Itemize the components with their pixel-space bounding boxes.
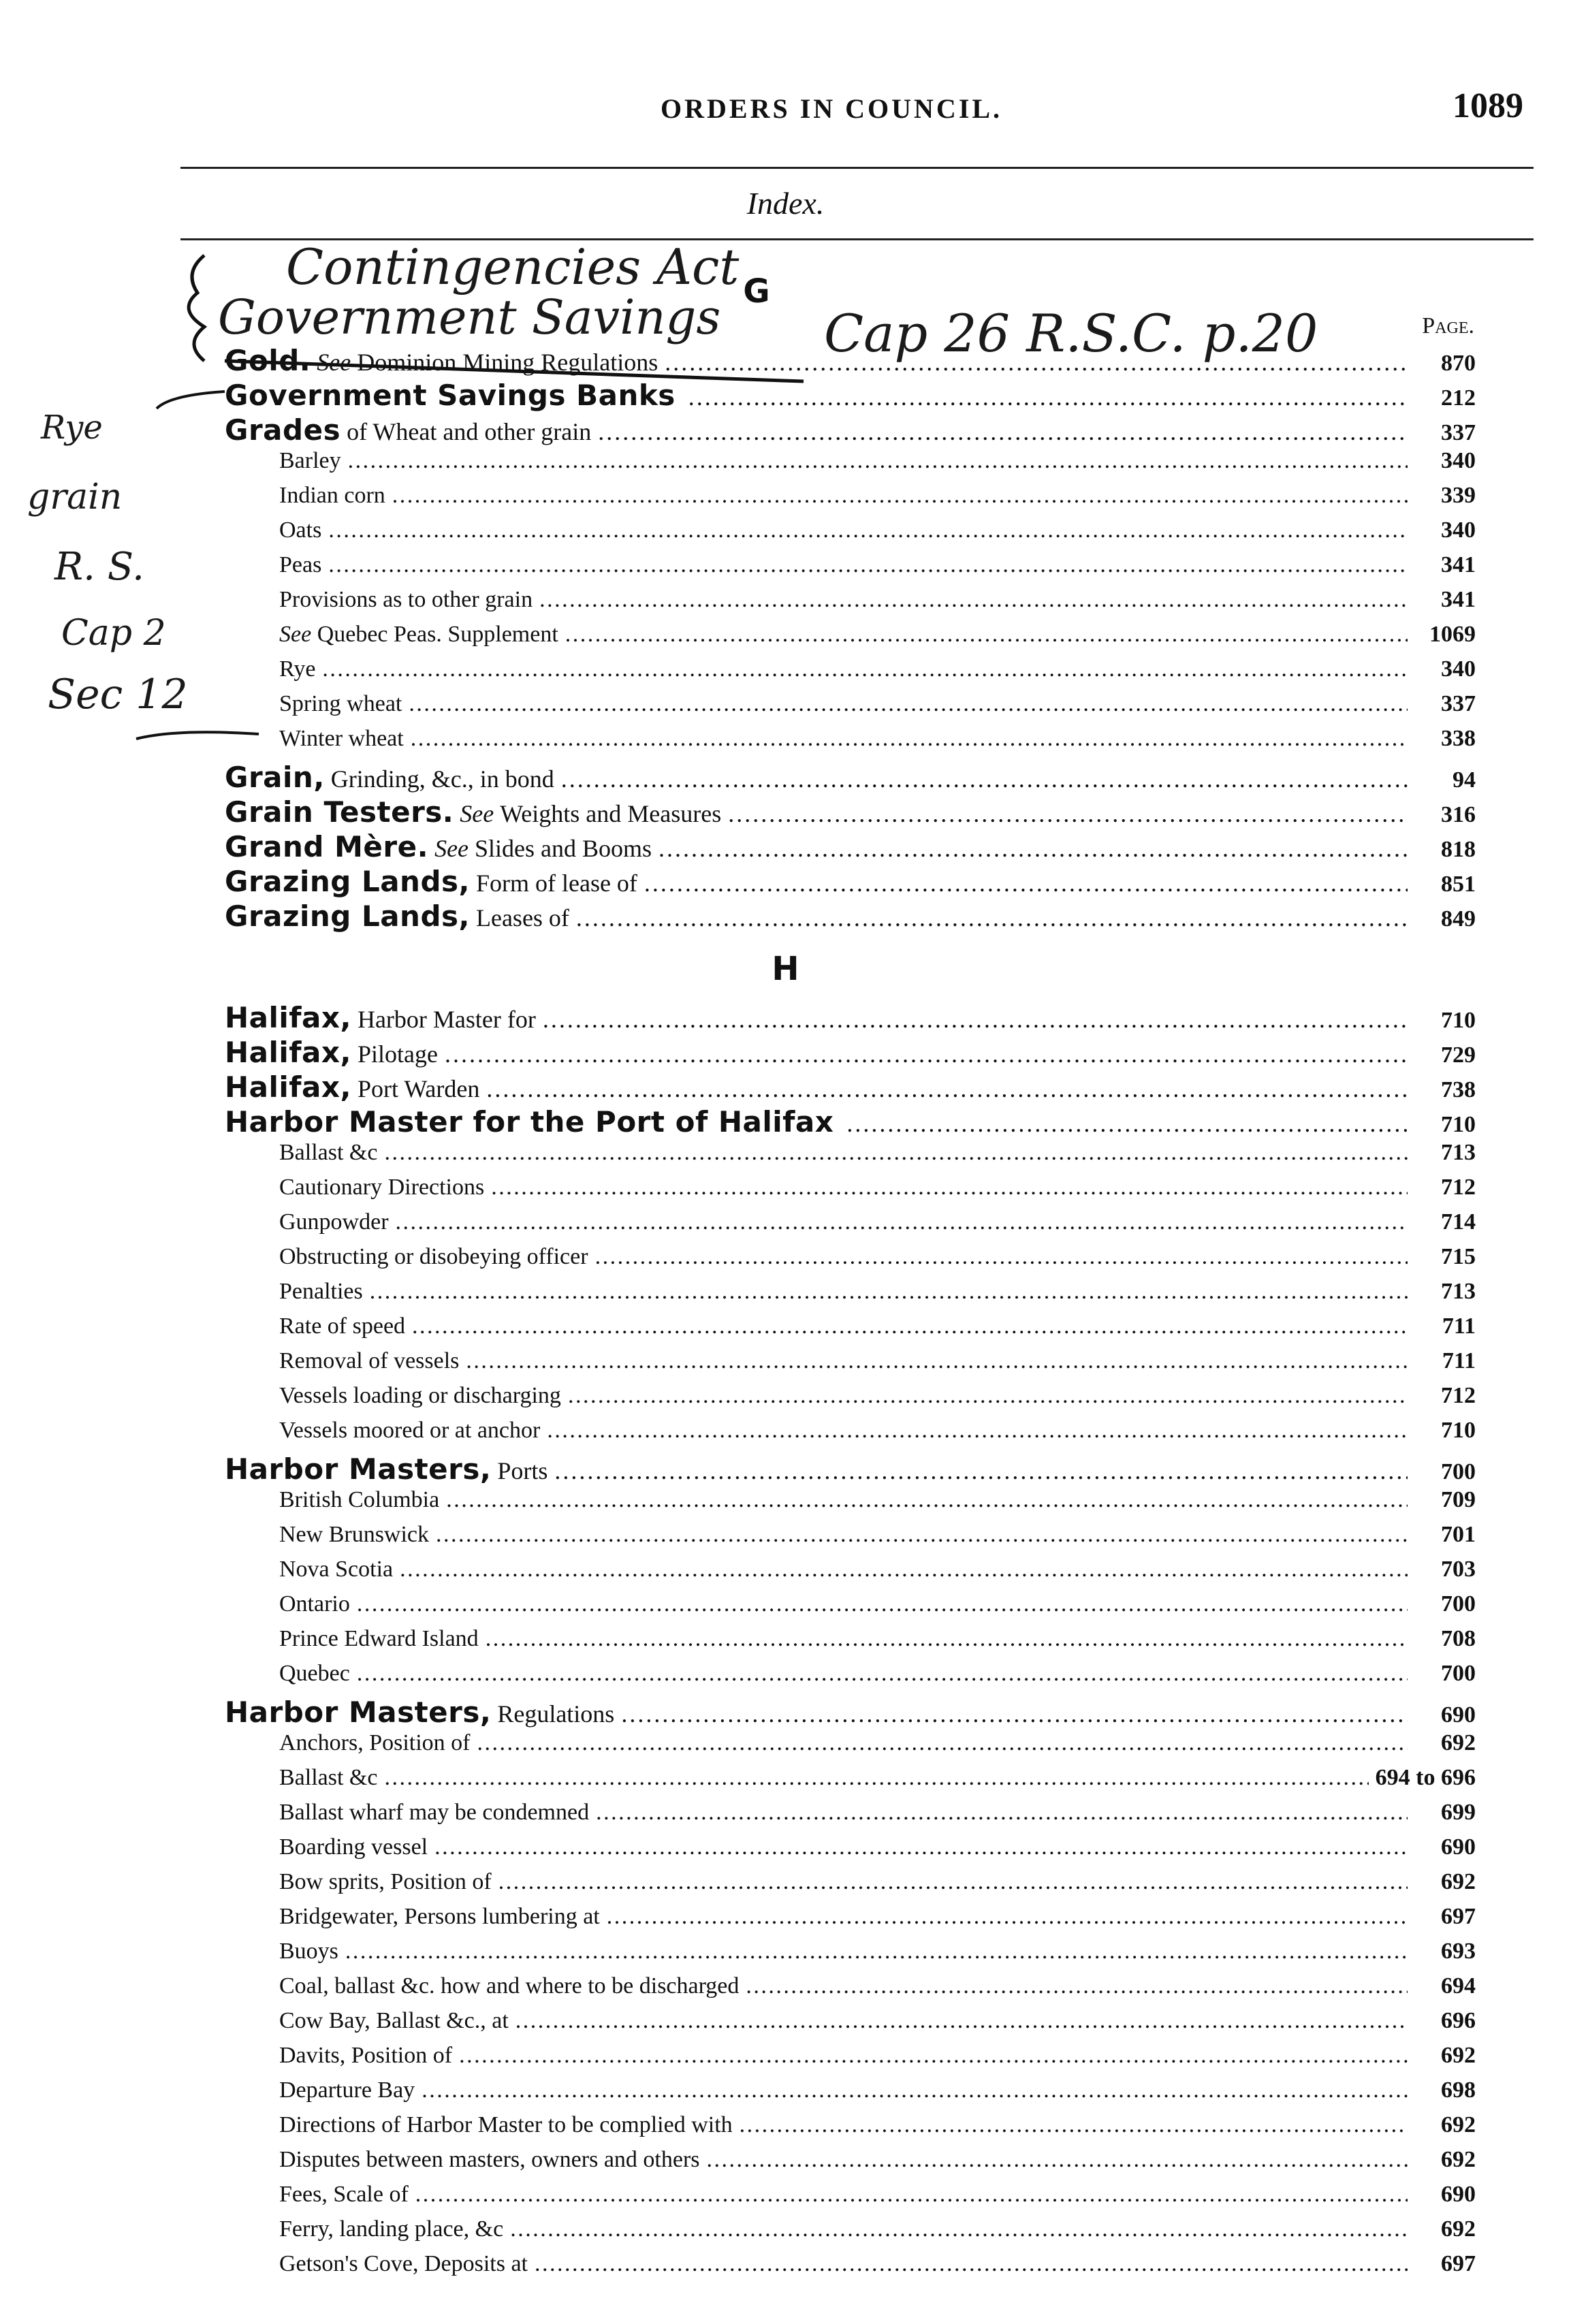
entry-text: Ontario <box>279 1591 350 1617</box>
section-letter-g: G <box>743 272 770 311</box>
entry-heading: Halifax, <box>225 1036 351 1069</box>
index-entry <box>225 2182 1476 2216</box>
index-entry <box>225 1765 1476 1800</box>
leader-dots <box>411 726 1408 752</box>
page-ref: 337 <box>1441 691 1476 716</box>
page-ref: 700 <box>1441 1661 1476 1686</box>
index-entry <box>225 1591 1476 1626</box>
entry-heading: Grades <box>225 413 341 447</box>
page-ref: 316 <box>1441 802 1476 827</box>
entry-text: Rate of speed <box>279 1314 406 1339</box>
page-ref: 696 <box>1441 2008 1476 2033</box>
see-reference: See <box>317 349 351 376</box>
page-ref: 340 <box>1441 518 1476 543</box>
entry-text: of Wheat and other grain <box>347 418 592 445</box>
index-entry <box>225 1626 1476 1661</box>
leader-dots <box>598 417 1408 446</box>
entry-text: Leases of <box>475 904 569 932</box>
entry-text: Coal, ballast &c. how and where to be discharged <box>279 1973 740 1999</box>
page-ref: 711 <box>1442 1314 1476 1339</box>
index-entry <box>225 726 1476 761</box>
leader-dots <box>392 483 1408 509</box>
index-entry <box>225 1730 1476 1765</box>
leader-dots <box>357 1591 1408 1617</box>
leader-dots <box>539 587 1408 613</box>
leader-dots <box>486 1075 1408 1103</box>
index-entry <box>225 1452 1476 1487</box>
entry-text: Ballast &c <box>279 1765 378 1790</box>
leader-dots <box>554 1457 1408 1485</box>
leader-dots <box>658 834 1408 863</box>
entry-text: Directions of Harbor Master to be complied with <box>279 2112 733 2137</box>
page-ref: 851 <box>1441 872 1476 897</box>
margin-note-5: Sec 12 <box>48 671 188 718</box>
see-reference: See <box>434 835 469 862</box>
entry-text: Boarding vessel <box>279 1834 428 1860</box>
entry-text: Form of lease of <box>475 870 637 897</box>
leader-dots <box>510 2216 1408 2242</box>
index-entry <box>225 1140 1476 1175</box>
entry-text: Barley <box>279 448 341 473</box>
page-ref: 212 <box>1441 385 1476 411</box>
entry-text: Weights and Measures <box>500 800 722 827</box>
page-ref: 339 <box>1441 483 1476 508</box>
page-column-label: Page. <box>1422 313 1474 338</box>
leader-dots <box>561 765 1408 793</box>
index-entry <box>225 1348 1476 1383</box>
page-ref: 692 <box>1441 2043 1476 2068</box>
running-title: ORDERS IN COUNCIL. <box>661 93 1003 124</box>
entry-heading: Halifax, <box>225 1070 351 1104</box>
entry-text: Getson's Cove, Deposits at <box>279 2251 528 2276</box>
page-ref: 711 <box>1442 1348 1476 1373</box>
page-ref: 714 <box>1441 1209 1476 1235</box>
index-entry <box>225 1418 1476 1452</box>
leader-dots <box>547 1418 1408 1444</box>
entry-text: Departure Bay <box>279 2078 415 2103</box>
index-entry <box>225 656 1476 691</box>
index-entry <box>225 483 1476 518</box>
index-entry <box>225 1383 1476 1418</box>
leader-dots <box>459 2043 1408 2069</box>
page-ref: 715 <box>1441 1244 1476 1269</box>
section-letter-h: H <box>772 950 799 988</box>
entry-heading: Government Savings Banks <box>225 379 676 412</box>
page-ref: 698 <box>1441 2078 1476 2103</box>
entry-heading: Grand Mère. <box>225 830 429 863</box>
leader-dots <box>595 1244 1408 1270</box>
entry-heading: Grazing Lands, <box>225 865 470 898</box>
page-ref: 710 <box>1441 1418 1476 1443</box>
entry-text: Pilotage <box>357 1040 438 1068</box>
index-entry <box>225 2251 1476 2286</box>
page-ref: 341 <box>1441 552 1476 577</box>
page-ref: 697 <box>1441 2251 1476 2276</box>
leader-dots <box>400 1557 1408 1582</box>
leader-dots <box>345 1939 1408 1964</box>
index-entry <box>225 1175 1476 1209</box>
handwritten-line-2: Government Savings <box>218 289 721 345</box>
leader-dots <box>409 691 1408 717</box>
entry-text: Bridgewater, Persons lumbering at <box>279 1904 600 1929</box>
page-ref: 701 <box>1441 1522 1476 1547</box>
page-ref: 340 <box>1441 656 1476 682</box>
entry-text: Vessels moored or at anchor <box>279 1418 541 1443</box>
entry-text: Ballast wharf may be condemned <box>279 1800 590 1825</box>
leader-dots <box>728 799 1408 828</box>
page-ref: 692 <box>1441 2147 1476 2172</box>
page-ref: 694 <box>1441 1973 1476 1999</box>
index-entry <box>225 622 1476 656</box>
page-ref: 699 <box>1441 1800 1476 1825</box>
index-entry <box>225 761 1476 795</box>
page-ref: 697 <box>1441 1904 1476 1929</box>
leader-dots <box>370 1279 1408 1305</box>
leader-dots <box>412 1314 1408 1339</box>
leader-dots <box>596 1800 1408 1826</box>
leader-dots <box>436 1522 1408 1548</box>
leader-dots <box>486 1626 1408 1652</box>
leader-dots <box>384 1140 1408 1166</box>
page-ref: 870 <box>1441 351 1476 376</box>
page-ref: 708 <box>1441 1626 1476 1651</box>
entry-text: Fees, Scale of <box>279 2182 409 2207</box>
leader-dots <box>322 656 1408 682</box>
entry-heading: Harbor Masters, <box>225 1452 492 1486</box>
entry-heading: Grain, <box>225 761 325 794</box>
index-entry <box>225 518 1476 552</box>
leader-dots <box>477 1730 1408 1756</box>
margin-note-1: Rye <box>41 409 103 447</box>
index-entry <box>225 1244 1476 1279</box>
entry-text: Winter wheat <box>279 726 404 751</box>
leader-dots <box>565 622 1408 648</box>
index-entry <box>225 865 1476 900</box>
entry-text: Regulations <box>497 1700 615 1728</box>
leader-dots <box>746 1973 1408 1999</box>
index-entry <box>225 1904 1476 1939</box>
page-ref: 712 <box>1441 1175 1476 1200</box>
index-section-h <box>225 1001 1476 2286</box>
page-ref: 700 <box>1441 1591 1476 1617</box>
index-entry <box>225 1522 1476 1557</box>
index-entry <box>225 1314 1476 1348</box>
entry-text: Cow Bay, Ballast &c., at <box>279 2008 509 2033</box>
leader-dots <box>466 1348 1408 1374</box>
leader-dots <box>384 1765 1368 1791</box>
entry-heading: Grazing Lands, <box>225 900 470 933</box>
leader-dots <box>491 1175 1408 1200</box>
entry-text: Oats <box>279 518 322 543</box>
page-ref: 738 <box>1441 1077 1476 1102</box>
leader-dots <box>445 1040 1408 1068</box>
entry-text: Ferry, landing place, &c <box>279 2216 504 2242</box>
index-entry <box>225 900 1476 934</box>
index-title: Index. <box>746 186 825 221</box>
leader-dots <box>740 2112 1408 2138</box>
entry-heading: Grain Testers. <box>225 795 454 829</box>
page-ref: 729 <box>1441 1042 1476 1068</box>
margin-note-4: Cap 2 <box>61 613 166 654</box>
entry-text: Spring wheat <box>279 691 402 716</box>
entry-text: New Brunswick <box>279 1522 430 1547</box>
index-entry <box>225 1939 1476 1973</box>
entry-text: Provisions as to other grain <box>279 587 533 612</box>
leader-dots <box>665 348 1408 377</box>
leader-dots <box>688 383 1408 411</box>
page-ref: 690 <box>1441 1834 1476 1860</box>
entry-text: Harbor Master for <box>357 1006 536 1033</box>
leader-dots <box>498 1869 1408 1895</box>
index-entry <box>225 2147 1476 2182</box>
entry-text: Quebec Peas. Supplement <box>317 622 558 647</box>
index-entry <box>225 2008 1476 2043</box>
page-ref: 694 to 696 <box>1375 1765 1476 1790</box>
leader-dots <box>357 1661 1408 1687</box>
page-ref: 710 <box>1441 1008 1476 1033</box>
page-ref: 690 <box>1441 2182 1476 2207</box>
page-ref: 710 <box>1441 1112 1476 1137</box>
entry-text: Peas <box>279 552 322 577</box>
entry-text: Prince Edward Island <box>279 1626 479 1651</box>
entry-text: Buoys <box>279 1939 338 1964</box>
page-ref: 709 <box>1441 1487 1476 1512</box>
entry-heading: Halifax, <box>225 1001 351 1034</box>
page-ref: 692 <box>1441 2112 1476 2137</box>
leader-dots <box>846 1109 1408 1138</box>
index-entry <box>225 587 1476 622</box>
leader-dots <box>348 448 1408 474</box>
handwritten-line-1: Contingencies Act <box>286 238 740 296</box>
leader-dots <box>576 904 1408 932</box>
leader-dots <box>515 2008 1408 2034</box>
entry-heading: Gold. <box>225 344 311 377</box>
index-entry <box>225 2043 1476 2078</box>
index-entry <box>225 413 1476 448</box>
index-section-g <box>225 344 1476 934</box>
page-ref: 341 <box>1441 587 1476 612</box>
entry-heading: Harbor Masters, <box>225 1696 492 1729</box>
entry-text: Slides and Booms <box>475 835 652 862</box>
page-ref: 818 <box>1441 837 1476 862</box>
page-ref: 703 <box>1441 1557 1476 1582</box>
handwritten-line-3: Cap 26 R.S.C. p.20 <box>824 303 1318 364</box>
index-entry <box>225 1973 1476 2008</box>
margin-note-3: R. S. <box>54 545 144 589</box>
page-ref: 340 <box>1441 448 1476 473</box>
index-entry <box>225 2216 1476 2251</box>
index-entry <box>225 1279 1476 1314</box>
margin-note-2: grain <box>27 477 123 518</box>
leader-dots <box>607 1904 1408 1930</box>
leader-dots <box>621 1700 1408 1728</box>
entry-text: Quebec <box>279 1661 350 1686</box>
entry-text: Indian corn <box>279 483 385 508</box>
page-ref: 690 <box>1441 1702 1476 1728</box>
leader-dots <box>535 2251 1408 2277</box>
index-entry <box>225 1209 1476 1244</box>
leader-dots <box>328 552 1408 578</box>
page-ref: 1069 <box>1429 622 1476 647</box>
entry-text: British Columbia <box>279 1487 440 1512</box>
see-reference: See <box>460 800 494 827</box>
leader-dots <box>415 2182 1408 2208</box>
entry-text: Obstructing or disobeying officer <box>279 1244 588 1269</box>
page-ref: 712 <box>1441 1383 1476 1408</box>
index-entry <box>225 379 1476 413</box>
page-ref: 692 <box>1441 1730 1476 1755</box>
index-entry <box>225 1105 1476 1140</box>
index-entry <box>225 1487 1476 1522</box>
page-ref: 337 <box>1441 420 1476 445</box>
entry-text: Port Warden <box>357 1075 480 1102</box>
entry-text: Nova Scotia <box>279 1557 394 1582</box>
entry-text: Gunpowder <box>279 1209 389 1235</box>
page-ref: 338 <box>1441 726 1476 751</box>
page-ref: 692 <box>1441 2216 1476 2242</box>
entry-text: Dominion Mining Regulations <box>357 349 658 376</box>
leader-dots <box>434 1834 1408 1860</box>
index-entry <box>225 552 1476 587</box>
leader-dots <box>707 2147 1408 2173</box>
leader-dots <box>568 1383 1408 1409</box>
entry-text: Ballast &c <box>279 1140 378 1165</box>
index-entry <box>225 1800 1476 1834</box>
index-entry <box>225 1557 1476 1591</box>
entry-text: Grinding, &c., in bond <box>330 765 554 793</box>
page-ref: 849 <box>1441 906 1476 932</box>
leader-dots <box>543 1005 1408 1034</box>
index-entry <box>225 448 1476 483</box>
entry-text: Ports <box>497 1457 548 1484</box>
index-entry <box>225 795 1476 830</box>
page-ref: 693 <box>1441 1939 1476 1964</box>
index-entry <box>225 2112 1476 2147</box>
leader-dots <box>644 869 1408 897</box>
index-entry <box>225 830 1476 865</box>
entry-text: Penalties <box>279 1279 363 1304</box>
index-entry <box>225 691 1476 726</box>
index-entry <box>225 1070 1476 1105</box>
entry-text: Rye <box>279 656 316 682</box>
page-number: 1089 <box>1453 86 1523 125</box>
entry-text: Disputes between masters, owners and others <box>279 2147 700 2172</box>
leader-dots <box>328 518 1408 543</box>
index-entry <box>225 1869 1476 1904</box>
page-ref: 700 <box>1441 1459 1476 1484</box>
entry-text: Cautionary Directions <box>279 1175 485 1200</box>
entry-text: Vessels loading or discharging <box>279 1383 561 1408</box>
index-entry <box>225 1661 1476 1696</box>
entry-text: Removal of vessels <box>279 1348 460 1373</box>
leader-dots <box>422 2078 1408 2103</box>
leader-dots <box>446 1487 1408 1513</box>
page-ref: 692 <box>1441 1869 1476 1894</box>
index-entry <box>225 2078 1476 2112</box>
index-entry <box>225 1834 1476 1869</box>
page-ref: 713 <box>1441 1279 1476 1304</box>
see-reference: See <box>279 622 312 647</box>
index-entry <box>225 1001 1476 1036</box>
entry-text: Bow sprits, Position of <box>279 1869 492 1894</box>
leader-dots <box>396 1209 1408 1235</box>
page-ref: 94 <box>1453 767 1476 793</box>
entry-heading: Harbor Master for the Port of Halifax <box>225 1105 834 1139</box>
page-ref: 713 <box>1441 1140 1476 1165</box>
index-entry <box>225 1036 1476 1070</box>
index-entry <box>225 344 1476 379</box>
entry-text: Anchors, Position of <box>279 1730 471 1755</box>
entry-text: Davits, Position of <box>279 2043 453 2068</box>
index-entry <box>225 1696 1476 1730</box>
